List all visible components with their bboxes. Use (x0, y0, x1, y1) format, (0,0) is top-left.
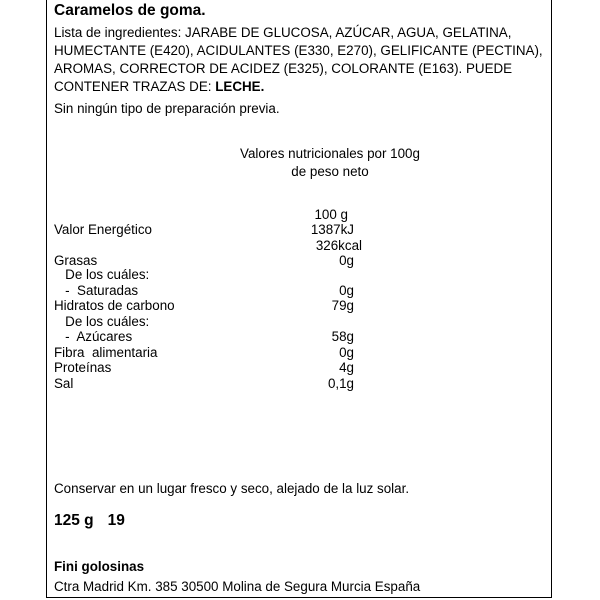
nutrition-row (54, 238, 362, 254)
nutrition-row (54, 267, 354, 283)
nutrition-value: 79g (331, 298, 354, 313)
nutrition-row (54, 298, 354, 314)
nutrition-row (54, 345, 354, 361)
preparation-note: Sin ningún tipo de preparación previa. (54, 101, 280, 116)
ingredients-list (54, 24, 544, 96)
company-address: Ctra Madrid Km. 385 30500 Molina de Segura Murcia España (54, 579, 421, 594)
nutrition-value: 0g (339, 345, 354, 360)
nutrition-value: 1387kJ (310, 222, 354, 237)
nutrition-label: Valor Energético (54, 222, 153, 237)
nutrition-row (54, 283, 354, 299)
nutrition-header: Valores nutricionales por 100g de peso neto (240, 146, 420, 179)
nutrition-row (54, 207, 354, 223)
nutrition-value: 326kcal (315, 238, 362, 253)
nutrition-row (54, 360, 354, 376)
nutrition-label: Sal (54, 376, 74, 391)
nutrition-row (54, 376, 354, 392)
net-weight-value: 125 g (54, 512, 94, 529)
weight-mark: 19 (107, 512, 125, 529)
nutrition-label: Fibra alimentaria (54, 345, 158, 360)
nutrition-value: 100 g (314, 207, 348, 222)
nutrition-value: 0,1g (327, 376, 354, 391)
nutrition-row (54, 314, 354, 330)
nutrition-label: Proteínas (54, 360, 112, 375)
net-weight (54, 512, 125, 530)
nutrition-value: 0g (339, 253, 354, 268)
nutrition-label: De los cuáles: (54, 314, 150, 329)
storage-instructions: Conservar en un lugar fresco y seco, alejado de la luz solar. (54, 481, 410, 496)
nutrition-row (54, 222, 354, 238)
nutrition-value: 4g (339, 360, 354, 375)
nutrition-row (54, 329, 354, 345)
nutrition-label: De los cuáles: (54, 267, 150, 282)
company-name: Fini golosinas (54, 559, 145, 574)
product-title: Caramelos de goma. (54, 2, 206, 19)
nutrition-value: 58g (331, 329, 354, 344)
nutrition-value: 0g (339, 283, 354, 298)
nutrition-label: Hidratos de carbono (54, 298, 175, 313)
ingredients-text: Lista de ingredientes: JARABE DE GLUCOSA, AZÚCAR, AGUA, GELATINA, HUMECTANTE (E420), ACIDULANTES (E330, E270), GELIFICANTE (PECTINA), AROMAS, CORRECTOR DE ACIDEZ (E325), COLORANTE (E163). PUEDE CONTENER TRAZAS DE: (54, 25, 543, 94)
nutrition-label: - Saturadas (54, 283, 139, 298)
nutrition-label: - Azúcares (54, 329, 133, 344)
allergen-text: LECHE. (215, 79, 265, 94)
nutrition-label: Grasas (54, 253, 98, 268)
